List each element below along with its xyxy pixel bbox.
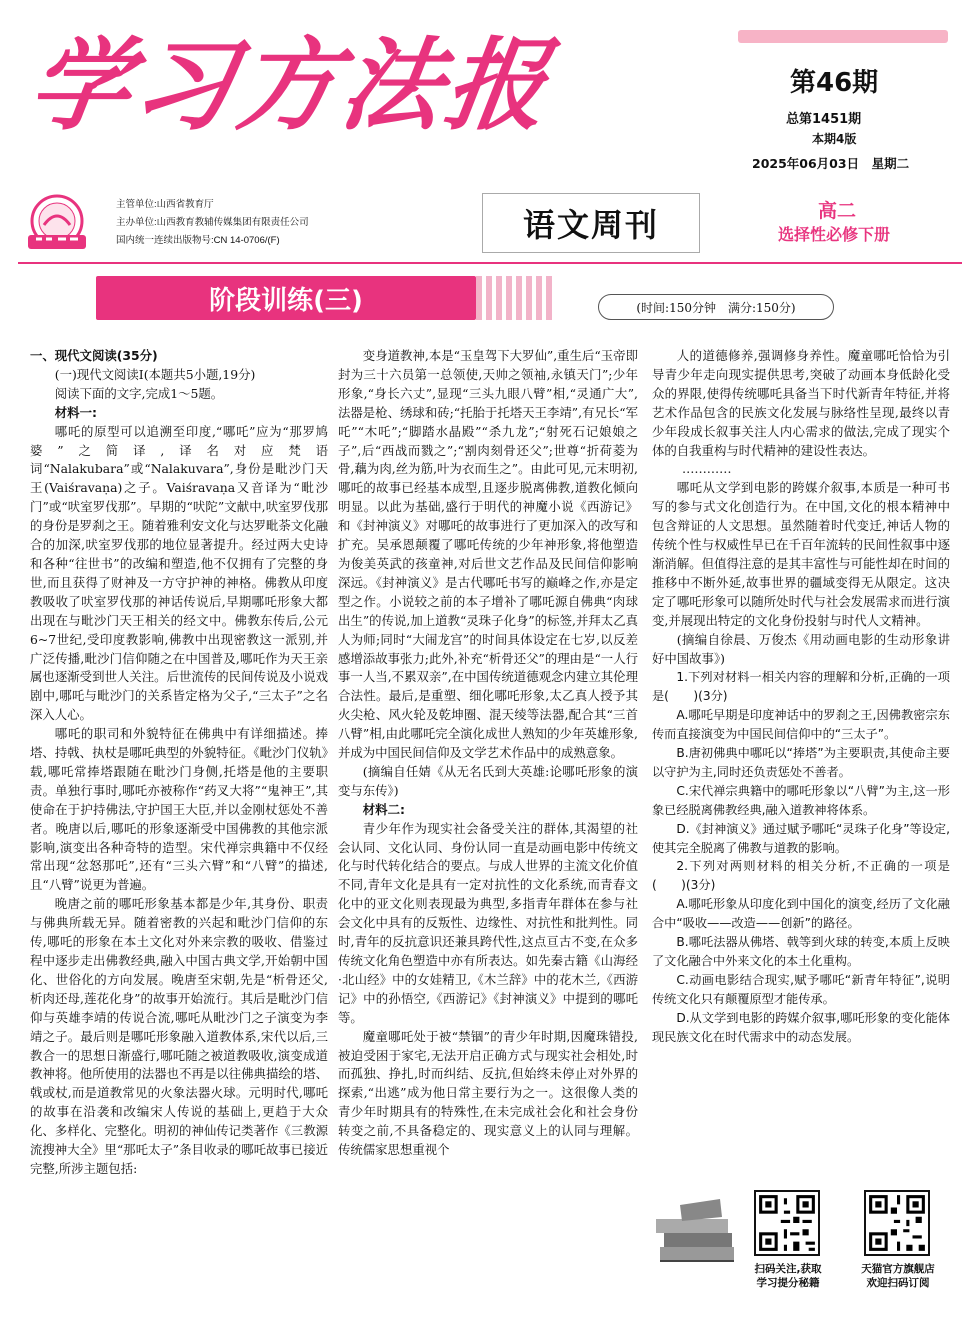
publisher-logo: [22, 193, 92, 253]
answer-option: C.动画电影结合现实,赋予哪吒“新青年特征”,说明传统文化只有颠覆原型才能传承。: [652, 972, 950, 1006]
edition-info: 本期4版: [812, 132, 857, 146]
section-heading: 一、现代文阅读(35分): [30, 348, 158, 363]
paragraph: 人的道德修养,强调修身养性。魔童哪吒恰恰为引导青少年走向现实提供思考,突破了动画本身低龄化受众的界限,使得传统哪吒具备当下时代新青年特征,并将艺术作品包含的民族文化发展与脉络性呈现,最终以青少年段成长叙事关注人内心需求的做法,完成了现实个体的自我重构与时代精神的建设性表达。: [652, 348, 950, 458]
paragraph: 哪吒的职司和外貌特征在佛典中有详细描述。捧塔、持戟、执杖是哪吒典型的外貌特征。《毗沙门仪轨》载,哪吒常捧塔跟随在毗沙门身侧,托塔是他的主要职责。单独行事时,哪吒亦被称作“药叉大将”“鬼神王”,其使命在于护持佛法,守护国王大臣,并以金刚杖惩处不善者。晚唐以后,哪吒的形象逐渐受中国佛教的其他宗派影响,演变出各种奇特的造型。宋代禅宗典籍中不仅经常出现“忿怒那吒”,还有“三头六臂”和“八臂”的描述,且“八臂”说更为普遍。: [30, 726, 328, 893]
article-column-1: [30, 347, 328, 1179]
answer-option: A.哪吒形象从印度化到中国化的演变,经历了文化融合中“吸收——改造——创新”的路径。: [652, 897, 950, 931]
paragraph: 魔童哪吒处于被“禁锢”的青少年时期,因魔珠错投,被迫受困于家宅,无法开启正确方式与现实社会相处,时而孤独、挣扎,时而纠结、反抗,但始终未停止对外界的探索,“出逃”成为他日常主要行为之一。这很像人类的青少年时期具有的特殊性,在未完成社会化和社会身份转变之前,不具备稳定的、现实意义上的认同与理解。传统儒家思想重视个: [338, 1028, 638, 1158]
masthead-title: 学习方法报: [21, 27, 559, 144]
issue-number: 第46期: [790, 68, 879, 98]
books-icon: [650, 1195, 750, 1275]
paragraph: 哪吒的原型可以追溯至印度,“哪吒”应为“那罗鸠婆”之简译,译名对应梵语词“Nalakubara”或“Nalakuvara”,身份是毗沙门天王(Vaiśravaṇa)之子。Vaiśravaṇa又音译为“毗沙门”或“吠室罗伐那”。早期的“吠陀”文献中,吠室罗伐那的身份是罗刹之王。随着雅利安文化与达罗毗荼文化融合的加深,吠室罗伐那的地位显著提升。经过两大史诗和各种“往世书”的改编和塑造,他不仅拥有了完整的身世,而且获得了财神及一方守护神的神格。佛教从印度教吸收了吠室罗伐那的神话传说后,早期哪吒形象大都出现在与毗沙门天王相关的经文中。佛教东传后,公元6~7世纪,受印度教影响,佛教中出现密教这一派别,并广泛传播,毗沙门信仰随之在中国普及,哪吒作为天王亲属也逐渐受到世人关注。后世流传的民间传说及小说戏剧中,哪吒与毗沙门的关系皆定格为父子,“三太子”之名深入人心。: [30, 423, 328, 723]
paragraph: 哪吒从文学到电影的跨媒介叙事,本质是一种可书写的参与式文化创造行为。在中国,文化的根本精神中包含辩证的人文思想。虽然随着时代变迁,神话人物的传统个性与权威性早已在千百年流转的民间性叙事中逐渐消解。但值得注意的是其丰富性与可能性却在时间的推移中不断外延,故事世界的疆域变得无从限定。这决定了哪吒形象可以随所处时代与社会发展需求而进行演变,并展现出特定的文化身份投射与时代人文精神。: [652, 480, 950, 628]
paragraph: 阅读下面的文字,完成1～5题。: [54, 385, 224, 401]
issue-date: 2025年06月03日 星期二: [752, 156, 910, 171]
sponsor-line: 主管单位:山西省教育厅: [116, 199, 214, 210]
paragraph: 变身道教神,本是“玉皇驾下大罗仙”,重生后“玉帝即封为三十六员第一总领使,天帅之领袖,永镇天门”;少年形象,“身长六丈”,显现“三头九眼八臂”相,“灵通广大”,法器是枪、绣球和砖;“托胎于托塔天王李靖”,有兄长“军吒”“木吒”;“脚踏水晶殿”“杀九龙”;“射死石记娘娘之子”,后“西战而戮之”;“割肉刻骨还父”;世尊“折荷菱为骨,藕为肉,丝为筋,叶为衣而生之”。由此可见,元末明初,哪吒的故事已经基本成型,且逐步脱离佛教,道教化倾向明显。以此为基础,盛行于明代的神魔小说《西游记》和《封神演义》对哪吒的故事进行了更加深入的改写和扩充。吴承恩颠覆了哪吒传统的少年神形象,将他塑造为俊美英武的孩童神,对后世文艺作品及民间信仰影响深远。《封神演义》是古代哪吒书写的巅峰之作,亦是定型之作。小说较之前的本子增补了哪吒源自佛典“肉球出生”的传说,加上道教“灵珠子化身”的标签,并拜太乙真人为师;同时“大闹龙宫”的时间具体设定在七岁,以反差感增添故事张力;此外,补充“析骨还父”的理由是“一人行事一人当,不累双亲”,在中国传统道德观念内建立其伦理合法性。最后,是重塑、细化哪吒形象,太乙真人授予其火尖枪、风火轮及乾坤圈、混天绫等法器,配合其“三首八臂”相,由此哪吒完全演化成世人熟知的少年英雄形象,并成为中国民间信仰及文学艺术作品中的成熟意象。: [338, 348, 638, 761]
question-stem: 1.下列对材料一相关内容的理解和分析,正确的一项是( )(3分): [652, 670, 950, 704]
qr-caption-wechat: 扫码关注,获取 学习提分秘籍: [754, 1263, 822, 1289]
source-citation: (摘编自任婧《从无名氏到大英雄:论哪吒形象的演变与东传》): [338, 763, 638, 798]
answer-option: B.唐初佛典中哪吒以“捧塔”为主要职责,其使命主要以守护为主,同时还负责惩处不善者。: [652, 746, 950, 779]
qr-code-wechat[interactable]: [754, 1190, 820, 1256]
exam-time-info: (时间:150分钟 满分:150分): [598, 294, 834, 320]
answer-option: A.哪吒早期是印度神话中的罗刹之王,因佛教密宗东传而直接演变为中国民间信仰中的“三太子”。: [652, 708, 950, 742]
source-citation: (摘编自徐晨、万俊杰《用动画电影的生动形象讲好中国故事》): [652, 631, 950, 666]
paragraph: 青少年作为现实社会备受关注的群体,其渴望的社会认同、文化认同、身份认同一直是动画电影中传统文化与时代转化结合的要点。与成人世界的主流文化价值不同,青年文化是具有一定对抗性的文化系统,而青春文化中的亚文化则表现最为典型,多指青年群体在参与社会文化中具有的反叛性、边缘性、对抗性和批判性。同时,青年的反抗意识还兼具跨代性,这点亘古不变,在众多传统文化角色塑造中亦有所表达。如先秦古籍《山海经·北山经》中的女娃精卫,《木兰辞》中的花木兰,《西游记》中的孙悟空,《西游记》《封神演义》中提到的哪吒等。: [338, 820, 638, 1025]
header-decor-bar: [738, 30, 948, 43]
header-divider: [18, 262, 962, 264]
exam-title: 阶段训练(三): [96, 276, 476, 320]
answer-option: B.哪吒法器从佛塔、戟等到火球的转变,本质上反映了文化融合中外来文化的本土化重构。: [652, 935, 950, 968]
qr-code-store[interactable]: [864, 1190, 930, 1256]
answer-option: D.《封神演义》通过赋予哪吒“灵珠子化身”等设定,使其完全脱离了佛教与道教的影响。: [652, 821, 950, 855]
ellipsis-divider: …………: [682, 461, 732, 477]
qr-caption-store: 天猫官方旗舰店 欢迎扫码订阅: [861, 1263, 935, 1289]
total-issue: 总第1451期: [786, 112, 862, 127]
article-column-2: [338, 347, 638, 1160]
material-label: 材料一:: [54, 404, 97, 420]
organizer-line: 主办单位:山西教育教辅传媒集团有限责任公司: [116, 217, 309, 228]
title-decor: [476, 276, 556, 320]
section-title: 语文周刊: [482, 193, 700, 253]
grade-label: 高二: [818, 200, 857, 222]
answer-option: D.从文学到电影的跨媒介叙事,哪吒形象的变化能体现民族文化在时代需求中的动态发展。: [652, 1010, 950, 1044]
answer-option: C.宋代禅宗典籍中的哪吒形象以“八臂”为主,这一形象已经脱离佛教经典,融入道教神将体系。: [652, 783, 950, 817]
material-label: 材料二:: [362, 801, 405, 817]
paragraph: (一)现代文阅读I(本题共5小题,19分): [54, 366, 256, 382]
textbook-label: 选择性必修下册: [778, 225, 891, 244]
paragraph: 晚唐之前的哪吒形象基本都是少年,其身份、职责与佛典所载无异。随着密教的兴起和毗沙门信仰的东传,哪吒的形象在本土文化对外来宗教的吸收、借鉴过程中逐步走出佛教经典,融入中国古典文学,开始朝中国化、世俗化的方向发展。晚唐至宋朝,先是“析骨还父,析肉还母,莲花化身”的故事开始流行。其后是毗沙门信仰与英雄李靖的传说合流,哪吒从毗沙门之子演变为李靖之子。最后则是哪吒形象融入道教体系,宋代以后,三教合一的思想日渐盛行,哪吒随之被道教吸收,演变成道教神将。他所使用的法器也不再是以往佛典描绘的塔、戟或杖,而是道教常见的火象法器火球。元明时代,哪吒的故事在沿袭和改编宋人传说的基础上,更趋于大众化、多样化、完整化。明初的神仙传记类著作《三教源流搜神大全》里“那吒太子”条目收录的哪吒故事已接近完整,所涉主题包括:: [30, 896, 328, 1176]
question-stem: 2.下列对两则材料的相关分析,不正确的一项是( )(3分): [652, 859, 950, 893]
article-column-3: [652, 347, 950, 1047]
serial-number-line: 国内统一连续出版物号:CN 14-0706/(F): [116, 235, 280, 246]
